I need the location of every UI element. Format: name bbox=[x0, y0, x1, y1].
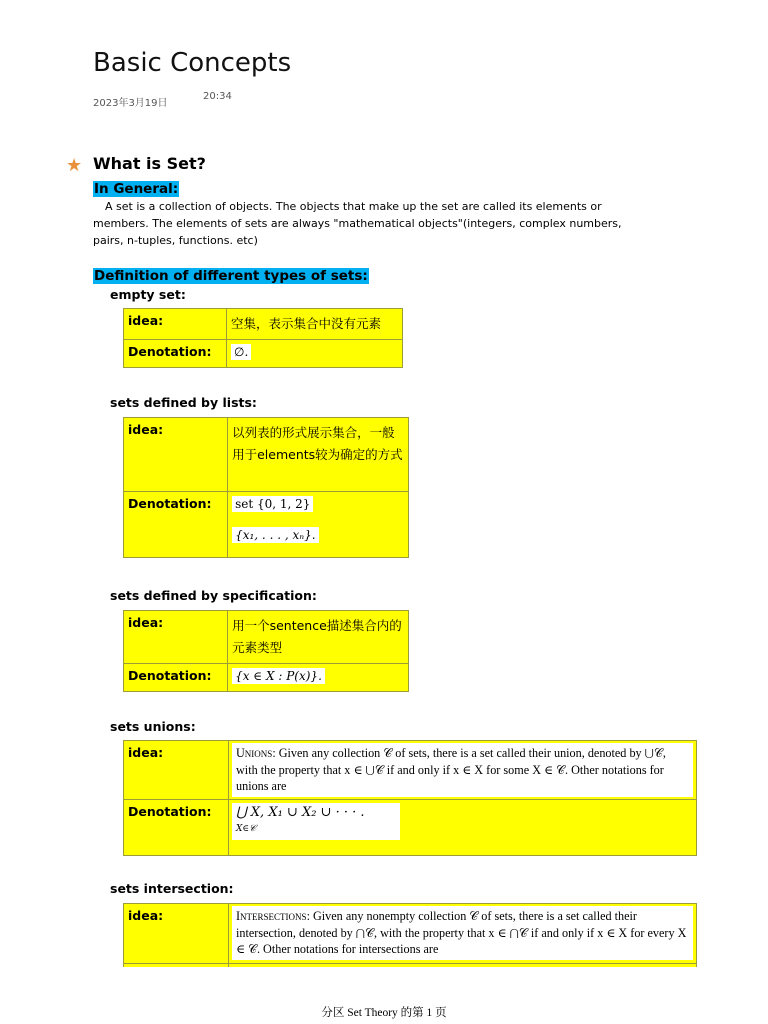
general-label-wrap bbox=[93, 178, 179, 197]
intersection-table bbox=[123, 903, 697, 967]
idea-body: : Given any collection 𝒞 of sets, there is a set called their union, denoted by ⋃𝒞, with the property that x ∈ ⋃𝒞 if and only if x ∈ X for some X ∈ 𝒞. Other notations for unions are bbox=[236, 746, 666, 793]
denotation-cell bbox=[228, 664, 409, 692]
unions-heading: sets unions: bbox=[110, 719, 196, 734]
idea-label: idea: bbox=[124, 741, 229, 800]
intersection-clip bbox=[123, 903, 698, 967]
idea-cell bbox=[229, 741, 697, 800]
page-date: 2023年3月19日 bbox=[93, 98, 168, 109]
denotation-math: ⋃ X, X₁ ∪ X₂ ∪ · · · . bbox=[236, 804, 365, 820]
denotation-subscript: X∈𝒞 bbox=[236, 824, 256, 834]
idea-label: idea: bbox=[124, 418, 228, 492]
next-row-cell bbox=[229, 964, 697, 968]
idea-caps: Unions bbox=[236, 746, 273, 760]
idea-text bbox=[232, 743, 693, 797]
page-title: Basic Concepts bbox=[93, 48, 292, 78]
idea-text: 用一个sentence描述集合内的元素类型 bbox=[228, 611, 409, 664]
star-icon: ★ bbox=[66, 155, 83, 176]
denotation-math: ∅. bbox=[231, 344, 251, 360]
denotation-label: Denotation: bbox=[124, 664, 228, 692]
lists-heading: sets defined by lists: bbox=[110, 395, 257, 410]
denotation-cell bbox=[229, 799, 697, 855]
idea-body: : Given any nonempty collection 𝒞 of sets, there is a set called their intersection, denoted by ⋂𝒞, with the property that x ∈ ⋂𝒞 if and only if x ∈ X for every X ∈ 𝒞. Other notations for intersections are bbox=[236, 909, 687, 956]
denotation-label: Denotation: bbox=[124, 492, 228, 558]
next-row-cell bbox=[124, 964, 229, 968]
unions-table bbox=[123, 740, 697, 856]
denotation-label: Denotation: bbox=[124, 340, 227, 368]
specification-heading: sets defined by specification: bbox=[110, 588, 317, 603]
denotation-math: {x ∈ X : P(x)}. bbox=[232, 668, 325, 684]
denotation-math-1: set {0, 1, 2} bbox=[232, 496, 313, 512]
page-time: 20:34 bbox=[203, 91, 232, 102]
idea-label: idea: bbox=[124, 611, 228, 664]
specification-table bbox=[123, 610, 409, 692]
general-text: A set is a collection of objects. The objects that make up the set are called its elements or members. The elements of sets are always "mathematical objects"(integers, complex numbers, pairs, n-tuples, functions. etc) bbox=[93, 200, 622, 247]
idea-caps: Intersections bbox=[236, 909, 307, 923]
section-heading: What is Set? bbox=[93, 154, 206, 173]
idea-label: idea: bbox=[124, 904, 229, 964]
empty-set-table bbox=[123, 308, 403, 368]
denotation-math-box bbox=[232, 803, 400, 840]
intersection-heading: sets intersection: bbox=[110, 881, 234, 896]
idea-text: 以列表的形式展示集合，一般用于elements较为确定的方式 bbox=[228, 418, 409, 492]
denotation-cell bbox=[227, 340, 403, 368]
definition-label-wrap bbox=[93, 265, 369, 284]
idea-label: idea: bbox=[124, 309, 227, 340]
page-footer: 分区 Set Theory 的第 1 页 bbox=[321, 1007, 447, 1019]
empty-set-heading: empty set: bbox=[110, 287, 186, 302]
lists-table bbox=[123, 417, 409, 558]
denotation-cell bbox=[228, 492, 409, 558]
idea-cell bbox=[229, 904, 697, 964]
denotation-math-2: {x₁, . . . , xₙ}. bbox=[232, 527, 318, 543]
definition-label: Definition of different types of sets: bbox=[94, 268, 368, 284]
general-paragraph bbox=[93, 198, 653, 249]
idea-text: 空集，表示集合中没有元素 bbox=[227, 309, 403, 340]
idea-text bbox=[232, 906, 693, 960]
denotation-label: Denotation: bbox=[124, 799, 229, 855]
general-label: In General: bbox=[94, 181, 179, 197]
